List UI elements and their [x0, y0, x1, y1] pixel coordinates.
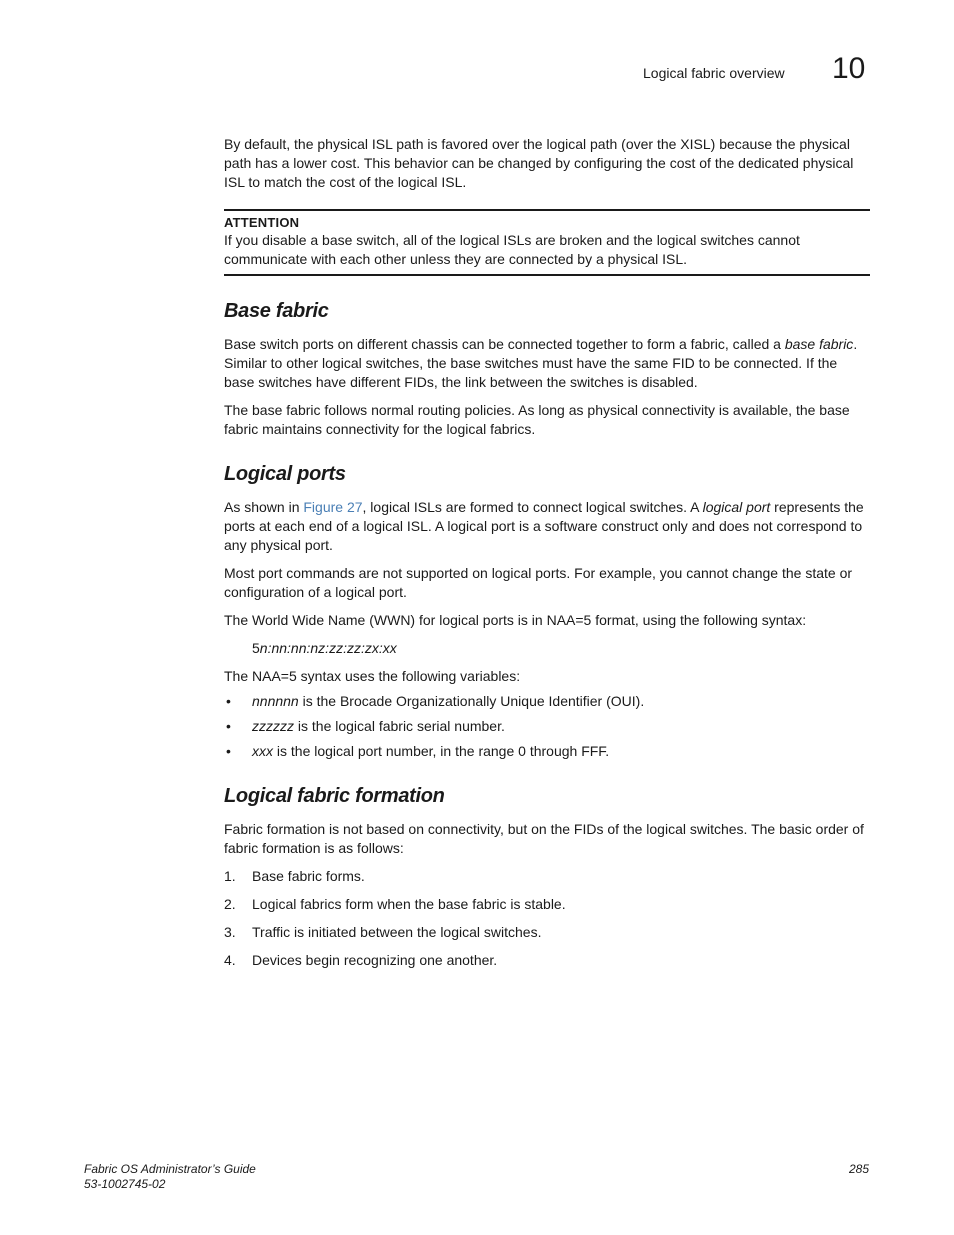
step-text: Devices begin recognizing one another. [252, 952, 498, 968]
attention-text: If you disable a base switch, all of the logical ISLs are broken and the logical switches cannot communicate with each other unless they are connected by a physical ISL. [224, 232, 800, 267]
list-item [224, 923, 870, 942]
footer-doc-number: 53-1002745-02 [84, 1177, 166, 1191]
bullet-icon: • [226, 743, 231, 759]
variable-name: nnnnnn [252, 693, 299, 709]
step-text: Traffic is initiated between the logical switches. [252, 924, 542, 940]
variables-list [224, 692, 870, 761]
page-content [224, 135, 870, 979]
formation-paragraph: Fabric formation is not based on connectivity, but on the FIDs of the logical switches. The basic order of fabric formation is as follows: [224, 821, 864, 856]
text-run: . Similar to other logical switches, the base switches must have the same FID to be connected. If the base switches have different FIDs, the link between the switches is disabled. [224, 336, 858, 390]
attention-box [224, 209, 870, 276]
list-item [224, 717, 870, 736]
base-fabric-paragraph-2: The base fabric follows normal routing policies. As long as physical connectivity is available, the base fabric maintains connectivity for the logical fabrics. [224, 402, 850, 437]
footer-doc-title: Fabric OS Administrator’s Guide [84, 1162, 256, 1176]
attention-label: ATTENTION [224, 215, 300, 230]
heading-base-fabric: Base fabric [224, 300, 329, 322]
step-number: 1. [224, 868, 236, 884]
text-run: , logical ISLs are formed to connect logical switches. A [362, 499, 703, 515]
chapter-number: 10 [832, 52, 866, 85]
variable-desc: is the logical fabric serial number. [294, 718, 505, 734]
logical-ports-paragraph-1 [224, 498, 870, 555]
syntax-variables: n:nn:nn:nz:zz:zz:zx:xx [259, 640, 397, 656]
list-item [224, 867, 870, 886]
intro-paragraph: By default, the physical ISL path is favored over the logical path (over the XISL) because the physical path has a lower cost. This behavior can be changed by configuring the cost of the dedicated physical ISL to match the cost of the logical ISL. [224, 136, 854, 190]
logical-ports-paragraph-4: The NAA=5 syntax uses the following variables: [224, 668, 521, 684]
emphasis-term: base fabric [784, 336, 854, 352]
footer-page-number: 285 [849, 1162, 870, 1176]
logical-ports-paragraph-3: The World Wide Name (WWN) for logical ports is in NAA=5 format, using the following syntax: [224, 612, 807, 628]
text-run: As shown in [224, 499, 304, 515]
logical-ports-paragraph-2: Most port commands are not supported on logical ports. For example, you cannot change the state or configuration of a logical port. [224, 565, 853, 600]
bullet-icon: • [226, 718, 231, 734]
step-number: 3. [224, 924, 236, 940]
heading-logical-fabric-formation: Logical fabric formation [224, 785, 445, 807]
variable-desc: is the Brocade Organizationally Unique Identifier (OUI). [298, 693, 645, 709]
bullet-icon: • [226, 693, 231, 709]
list-item [224, 692, 870, 711]
running-header-title: Logical fabric overview [643, 65, 785, 81]
emphasis-term: logical port [702, 499, 771, 515]
step-text: Base fabric forms. [252, 868, 365, 884]
formation-steps [224, 867, 870, 970]
syntax-prefix: 5 [252, 640, 260, 656]
list-item [224, 951, 870, 970]
variable-name: zzzzzz [252, 718, 294, 734]
heading-logical-ports: Logical ports [224, 463, 346, 485]
text-run: Base switch ports on different chassis can be connected together to form a fabric, called a [224, 336, 785, 352]
figure-link[interactable]: Figure 27 [303, 499, 363, 515]
step-number: 2. [224, 896, 236, 912]
variable-desc: is the logical port number, in the range 0 through FFF. [273, 743, 610, 759]
text-run: represents the ports at each end of a logical ISL. A logical port is a software construct only and does not correspond to any physical port. [224, 499, 864, 553]
step-text: Logical fabrics form when the base fabric is stable. [252, 896, 566, 912]
list-item [224, 895, 870, 914]
wwn-syntax [224, 639, 870, 658]
list-item [224, 742, 870, 761]
variable-name: xxx [252, 743, 273, 759]
footer-document-info [84, 1162, 256, 1192]
base-fabric-paragraph-1 [224, 335, 870, 392]
step-number: 4. [224, 952, 236, 968]
